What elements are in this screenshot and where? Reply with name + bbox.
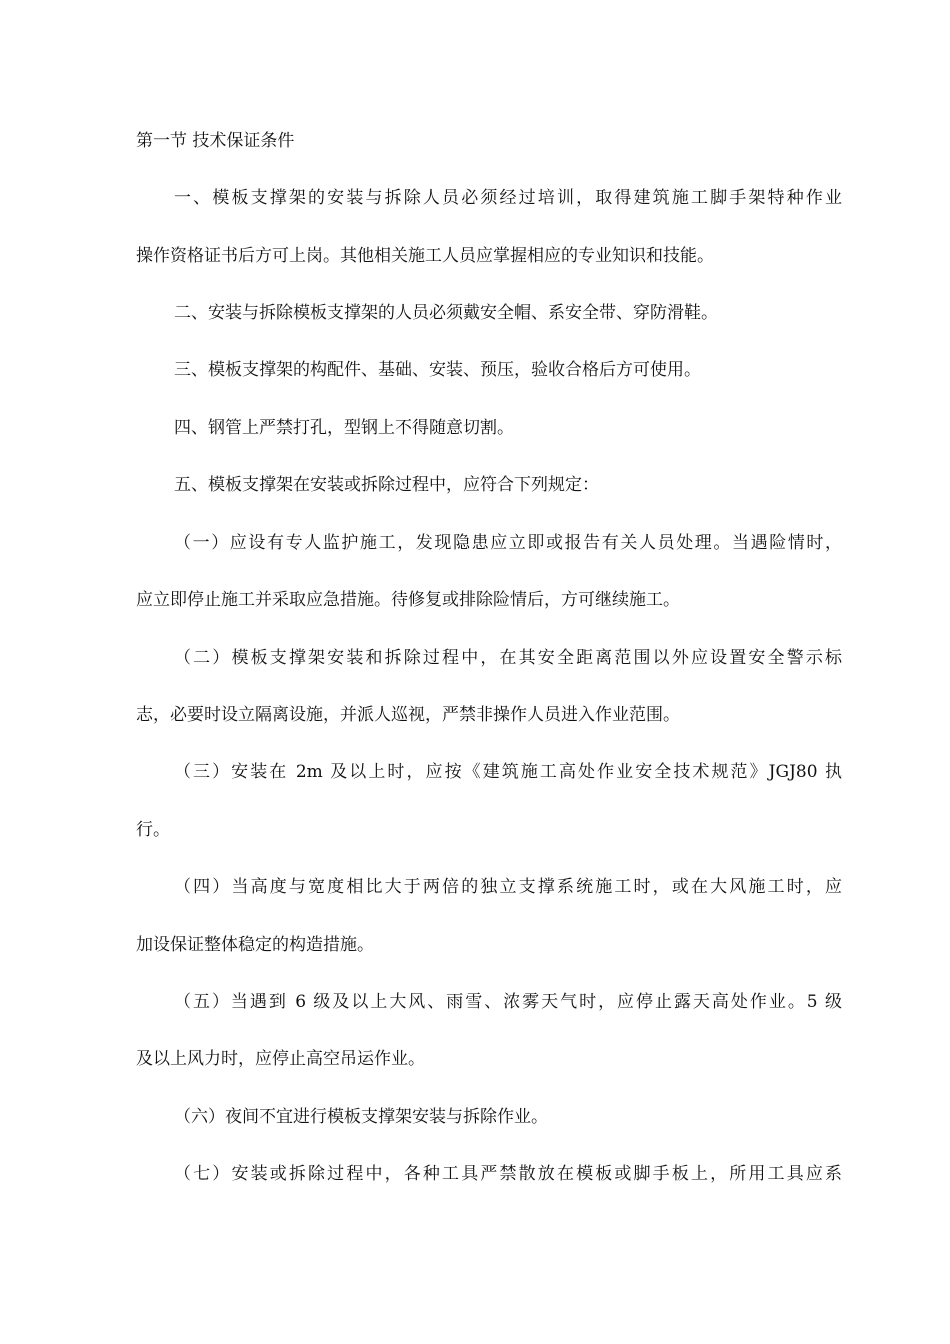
paragraph-line: （七）安装或拆除过程中，各种工具严禁散放在模板或脚手板上，所用工具应系 (174, 1164, 842, 1184)
paragraph-line: 志，必要时设立隔离设施，并派人巡视，严禁非操作人员进入作业范围。 (136, 705, 680, 725)
paragraph-line: （六）夜间不宜进行模板支撑架安装与拆除作业。 (174, 1107, 548, 1127)
paragraph-line: 加设保证整体稳定的构造措施。 (136, 935, 374, 955)
paragraph-line: 三、模板支撑架的构配件、基础、安装、预压，验收合格后方可使用。 (174, 360, 701, 380)
paragraph-line: 及以上风力时，应停止高空吊运作业。 (136, 1049, 425, 1069)
paragraph-line: （二）模板支撑架安装和拆除过程中，在其安全距离范围以外应设置安全警示标 (174, 648, 842, 668)
paragraph-line: （三）安装在 2m 及以上时，应按《建筑施工高处作业安全技术规范》JGJ80 执 (174, 762, 842, 782)
paragraph-line: 行。 (136, 820, 170, 840)
paragraph-line: （四）当高度与宽度相比大于两倍的独立支撑系统施工时，或在大风施工时，应 (174, 877, 842, 897)
paragraph-line: （一）应设有专人监护施工，发现隐患应立即或报告有关人员处理。当遇险情时， (174, 533, 842, 553)
paragraph-line: 五、模板支撑架在安装或拆除过程中，应符合下列规定： (174, 475, 599, 495)
paragraph-line: 四、钢管上严禁打孔，型钢上不得随意切割。 (174, 418, 514, 438)
paragraph-line: 应立即停止施工并采取应急措施。待修复或排除险情后，方可继续施工。 (136, 590, 680, 610)
paragraph-line: （五）当遇到 6 级及以上大风、雨雪、浓雾天气时，应停止露天高处作业。5 级 (174, 992, 842, 1012)
paragraph-line: 二、安装与拆除模板支撑架的人员必须戴安全帽、系安全带、穿防滑鞋。 (174, 303, 718, 323)
paragraph-line: 操作资格证书后方可上岗。其他相关施工人员应掌握相应的专业知识和技能。 (136, 246, 714, 266)
section-heading: 第一节 技术保证条件 (136, 131, 295, 151)
paragraph-line: 一、模板支撑架的安装与拆除人员必须经过培训，取得建筑施工脚手架特种作业 (174, 188, 842, 208)
